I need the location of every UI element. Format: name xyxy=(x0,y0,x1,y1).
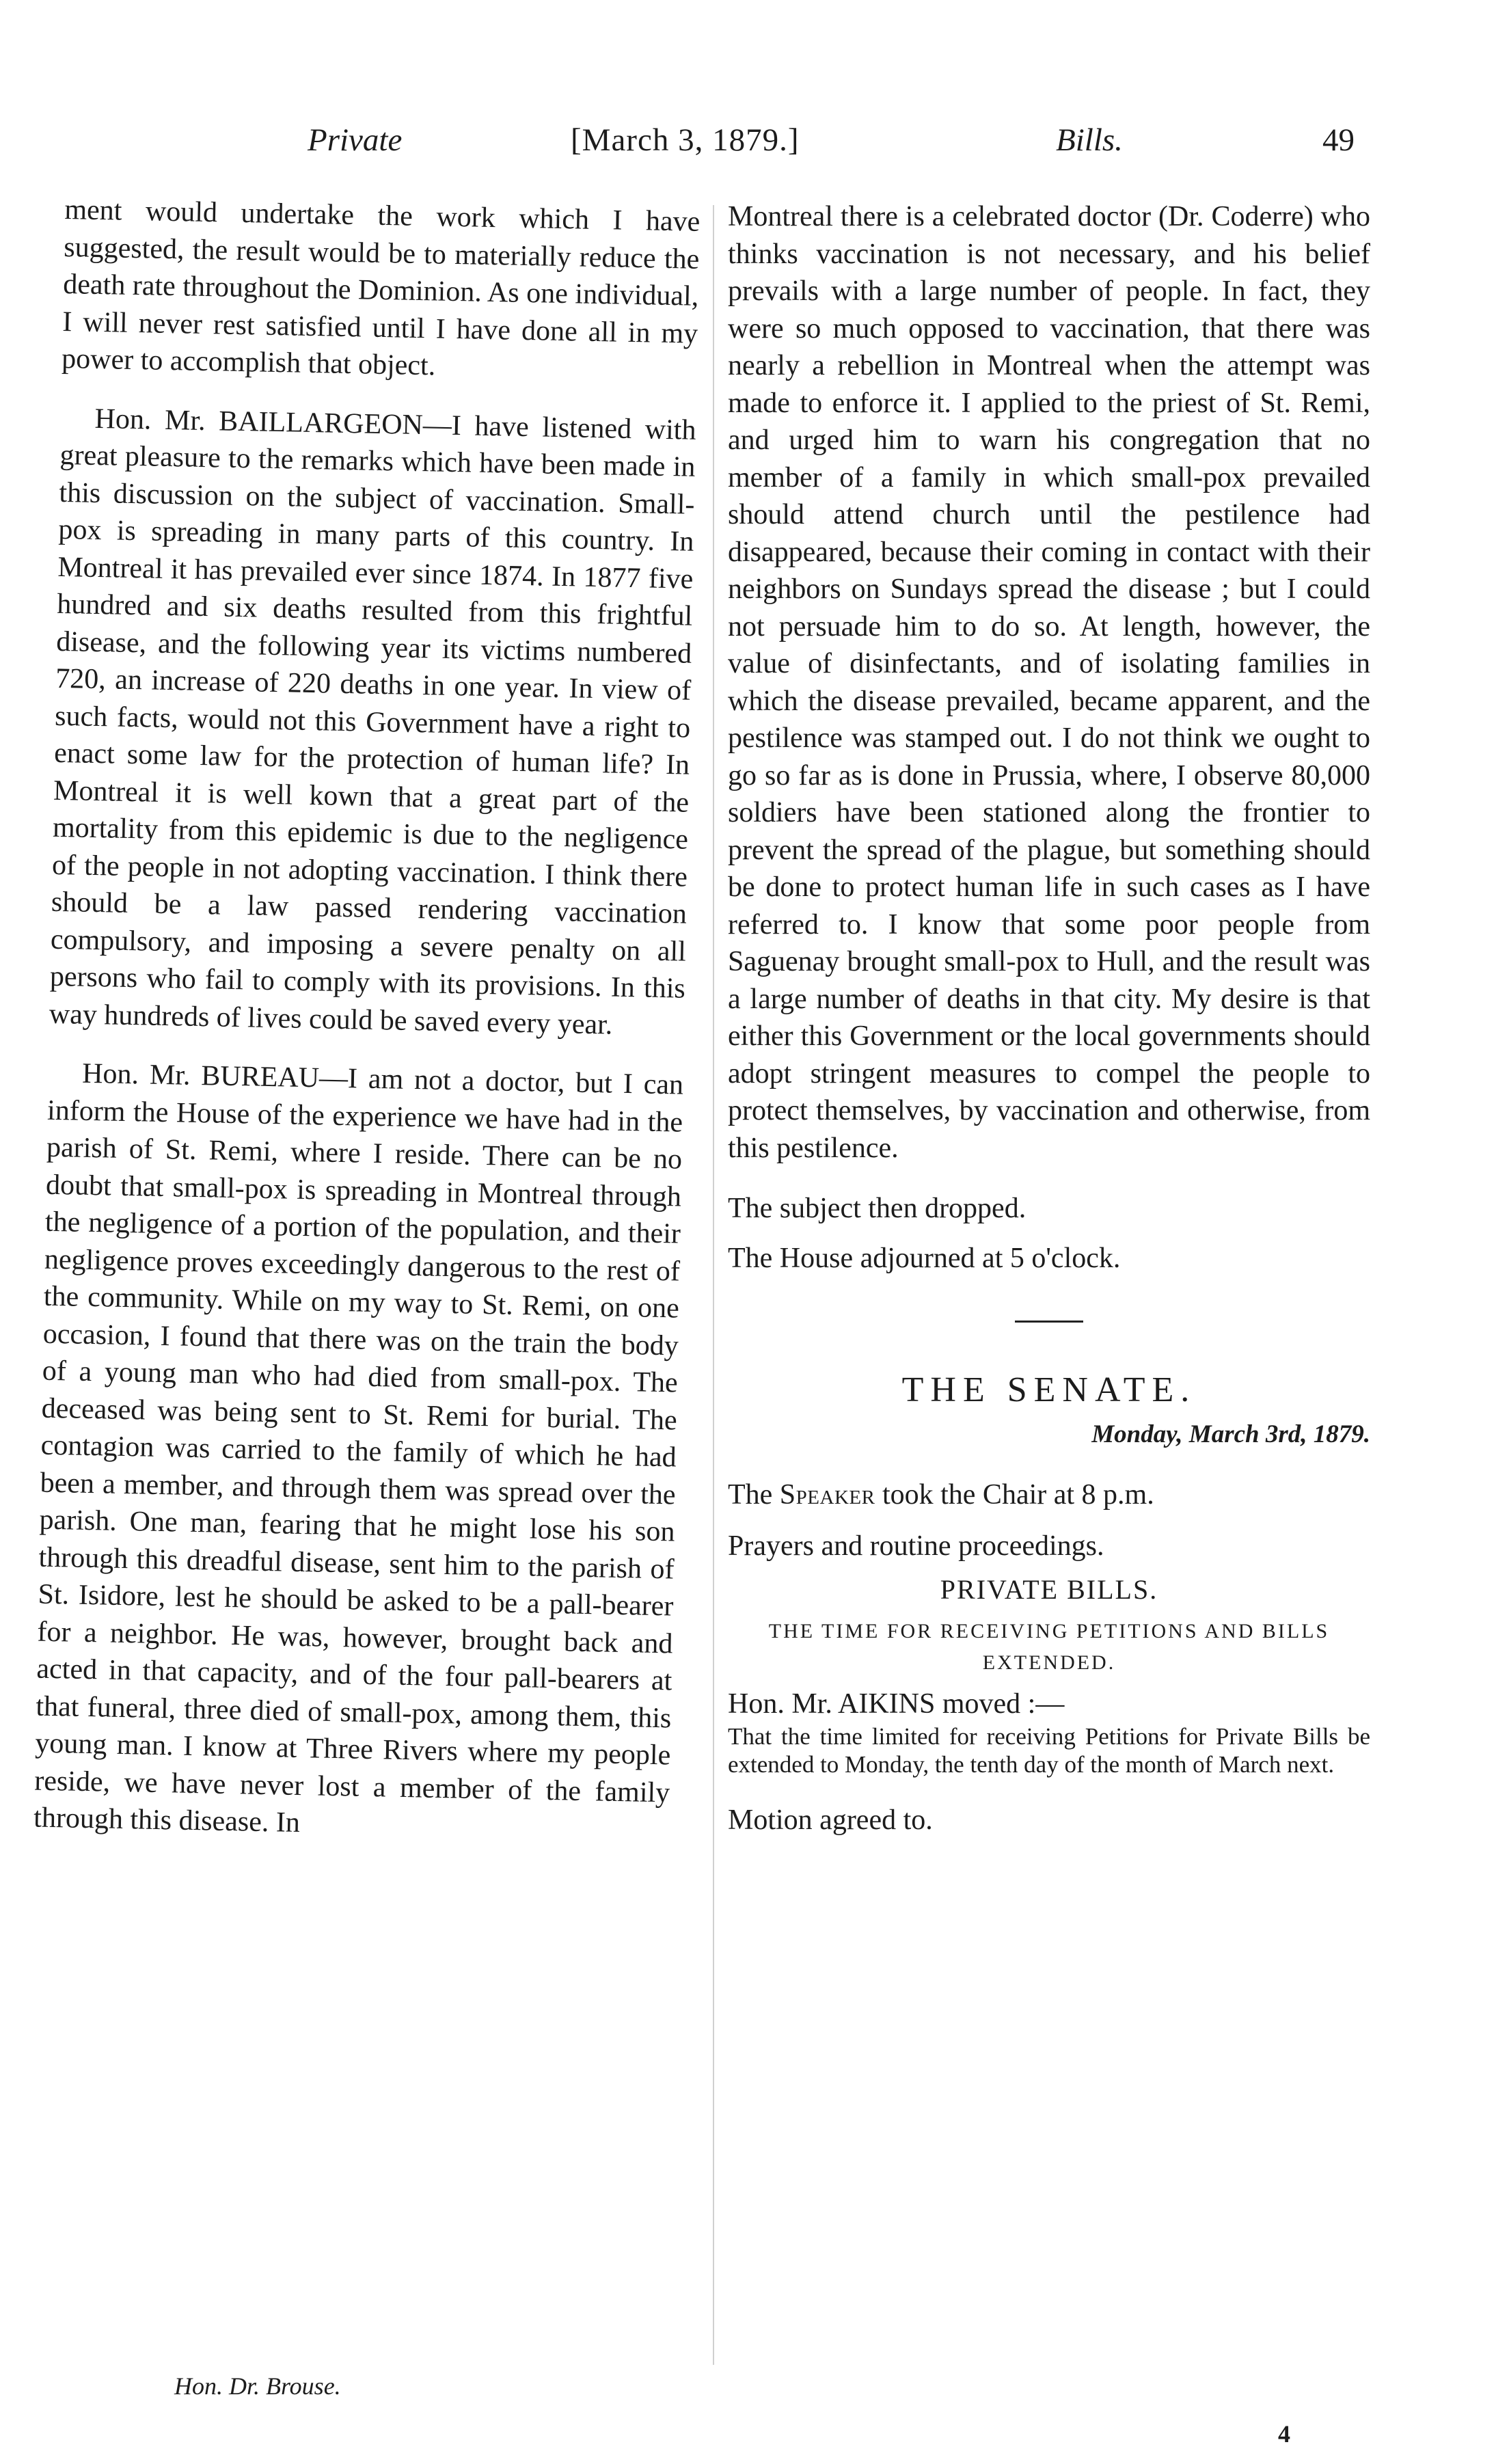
continued-paragraph: ment would undertake the work which I have suggested, the result would be to materially reduce the death rate throughout the Dominion. As one individual, I will never rest satisfied until I have done all in my power to accomplish that object. xyxy=(61,193,701,382)
subject-dropped: The subject then dropped. xyxy=(728,1193,1027,1224)
continued-bureau-paragraph: Montreal there is a celebrated doctor (Dr. Coderre) who thinks vaccination is not necessary, and his belief prevails with a large number of people. In fact, they were so much opposed to vaccination, that there was nearly a rebellion in Montreal when the attempt was made to enforce it. I applied to the priest of St. Remi, and urged him to warn his congregation that no member of a family in which small-pox prevailed should attend church until the pestilence had disappeared, because their coming in contact with their neighbors on Sundays spread the disease ; but I could not persuade him to do so. At length, however, the value of disinfectants, and of isolating families in which the disease prevailed, became apparent, and the pestilence was stamped out. I do not think we ought to go so far as is done in Prussia, where, I observe 80,000 soldiers have been stationed along the frontier to prevent the spread of the plague, but something should be done to protect human life in such cases as I have referred to. I know that some poor people from Saguenay brought small-pox to Hull, and the result was a large number of deaths in that city. My desire is that either this Government or the local governments should adopt stringent measures to compel the people to protect themselves, by vaccination and otherwise, from this pestilence. xyxy=(728,201,1370,1164)
header-section-left: Private xyxy=(308,122,403,158)
motion-resolution: That the time limited for receiving Petitions for Private Bills be extended to Monday, the tenth day of the month of March next. xyxy=(728,1723,1370,1778)
header-date: [March 3, 1879.] xyxy=(571,122,800,158)
aikins-suffix: moved :— xyxy=(935,1688,1065,1720)
section-divider xyxy=(1015,1321,1083,1323)
house-adjourned: The House adjourned at 5 o'clock. xyxy=(728,1242,1121,1274)
bureau-text: —I am not a doctor, but I can inform the House of the experience we have had in the parish of St. Remi, where I reside. There can be no doubt that small-pox is spreading in Montreal through the negligence of a portion of the population, and their negligence proves exceedingly dangerous to the rest of the community. While on my way to St. Remi, on one occasion, I found that there was on the train the body of a young man who had died from small-pox. The deceased was being sent to St. Remi for burial. The contagion was carried to the family of which he had been a member, and through them was spread over the parish. One man, fearing that he might lose his son through this dreadful disease, sent him to the parish of St. Isidore, lest he should be asked to be a pall-bearer for a neighbor. He was, however, brought back and acted in that capacity, and of the four pall-bearers at that funeral, three died of small-pox, among them, this young man. I know at Three Rivers where my people reside, we have never lost a member of the family through this disease. In xyxy=(33,1062,684,1839)
prayers-line: Prayers and routine proceedings. xyxy=(728,1530,1104,1562)
column-divider xyxy=(713,205,714,2365)
bureau-speech xyxy=(33,1055,684,1849)
speaker-suffix: took the Chair at 8 p.m. xyxy=(875,1479,1154,1511)
time-extended-subheading: THE TIME FOR RECEIVING PETITIONS AND BILLS EXTENDED. xyxy=(768,1619,1330,1674)
aikins-prefix: Hon. Mr. xyxy=(728,1688,839,1720)
signature-mark: Hon. Dr. Brouse. xyxy=(174,2372,341,2400)
private-bills-heading: PRIVATE BILLS. xyxy=(940,1574,1158,1605)
motion-agreed: Motion agreed to. xyxy=(728,1804,933,1836)
speaker-prefix: The xyxy=(728,1479,780,1511)
baillargeon-text: —I have listened with great pleasure to the remarks which have been made in this discussion on the subject of vaccination. Small-pox is spreading in many parts of this country. In Montreal it has prevailed ever since 1874. In 1877 five hundred and six deaths resulted from this frightful disease, and the following year its victims numbered 720, an increase of 220 deaths in one year. In view of such facts, would not this Government have a right to enact some law for the protection of human life? In Montreal it is well kown that a great part of the mortality from this epidemic is due to the negligence of the people in not adopting vaccination. I think there should be a law passed rendering vaccination compulsory, and imposing a severe penalty on all persons who fail to comply with its provisions. In this way hundreds of lives could be saved every year. xyxy=(49,409,696,1041)
sheet-number: 4 xyxy=(1278,2420,1290,2448)
speaker-word: Speaker xyxy=(779,1479,875,1511)
page-header xyxy=(0,122,1509,163)
left-column xyxy=(33,191,701,1856)
right-column xyxy=(728,198,1370,1846)
senate-heading: THE SENATE. xyxy=(901,1370,1197,1409)
speaker-bureau: Hon. Mr. BUREAU xyxy=(81,1057,320,1094)
aikins-motion xyxy=(728,1685,1370,1723)
baillargeon-speech xyxy=(49,399,696,1044)
senate-date: Monday, March 3rd, 1879. xyxy=(1091,1420,1370,1448)
page-number: 49 xyxy=(1322,122,1355,158)
header-section-right: Bills. xyxy=(1056,122,1123,158)
aikins-name: AIKINS xyxy=(838,1688,936,1720)
speaker-took-chair xyxy=(728,1476,1370,1514)
speaker-baillargeon: Hon. Mr. BAILLARGEON xyxy=(94,403,424,441)
